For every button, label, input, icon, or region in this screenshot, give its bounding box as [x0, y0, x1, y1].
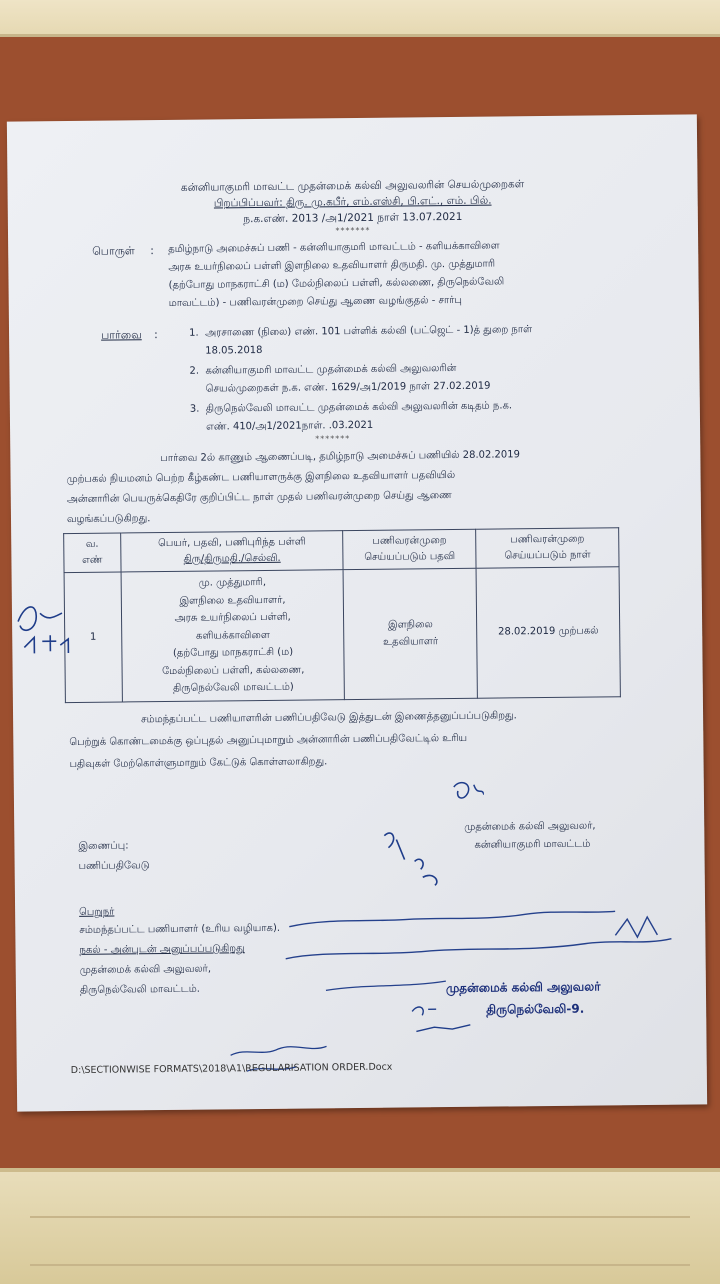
copy-recipient-district: திருநெல்வேலி மாவட்டம்.	[79, 983, 200, 996]
column-header-post	[343, 529, 476, 569]
header-text: எண்	[82, 554, 103, 566]
closing-paragraph-line: பதிவுகள் மேற்கொள்ளுமாறும் கேட்டுக் கொள்ளலாகிறது.	[69, 756, 328, 771]
cell-line: (தற்போது மாநகராட்சி (ம)	[172, 646, 294, 659]
cell-line: மேல்நிலைப் பள்ளி, கல்லணை,	[161, 664, 305, 677]
column-header-name	[121, 531, 344, 572]
subject-label: பொருள்	[92, 244, 135, 258]
body-paragraph-line: வழங்கப்படுகிறது.	[66, 513, 151, 526]
reference-colon: :	[154, 328, 158, 342]
reference-number: 2.	[189, 365, 200, 377]
header-text: செய்யப்படும் நாள்	[504, 549, 591, 562]
header-separator: *******	[335, 225, 371, 236]
copy-label: நகல் - அன்புடன் அனுப்பப்படுகிறது	[79, 943, 245, 956]
header-text: வ.	[85, 538, 99, 550]
subject-line: அரசு உயர்நிலைப் பள்ளி இளநிலை உதவியாளர் திருமதி. மு. முத்துமாரி	[168, 258, 496, 273]
header-text: பெயர், பதவி, பணிபுரிந்த பள்ளி	[158, 536, 306, 550]
cell-line: இளநிலை உதவியாளர்,	[179, 594, 286, 607]
cell-line: உதவியாளர்	[383, 636, 439, 648]
cell-post	[343, 568, 477, 699]
document-page	[7, 114, 707, 1111]
column-header-serial	[64, 533, 121, 573]
reference-line: செயல்முறைகள் ந.க. எண். 1629/அ1/2019 நாள் 27.02.2019	[205, 380, 491, 395]
subject-line: தமிழ்நாடு அமைச்சுப் பணி - கன்னியாகுமரி மாவட்டம் - களியக்காவிளை	[168, 240, 500, 255]
cell-line: இளநிலை	[387, 618, 433, 631]
cell-name-details	[121, 570, 345, 702]
reference-line: எண். 410/அ1/2021நாள். .03.2021	[205, 419, 374, 433]
cell-line: மு. முத்துமாரி,	[198, 576, 267, 589]
recipient-label: பெறுநர்	[79, 906, 115, 918]
cell-date: 28.02.2019 முற்பகல்	[476, 567, 620, 698]
reference-line: அரசாணை (நிலை) எண். 101 பள்ளிக் கல்வி (பட்ஜெட் - 1)த் துறை நாள்	[205, 324, 533, 339]
enclosure-item: பணிப்பதிவேடு	[78, 860, 150, 872]
signatory-district: கன்னியாகுமரி மாவட்டம்	[474, 838, 591, 851]
reference-line: 18.05.2018	[205, 344, 263, 357]
file-path-footer: D:\SECTIONWISE FORMATS\2018\A1\REGULARISATION ORDER.Docx	[70, 1061, 393, 1077]
header-text: திரு/திருமதி./செல்வி.	[183, 552, 281, 565]
copy-recipient: முதன்மைக் கல்வி அலுவலர்,	[79, 963, 212, 976]
office-heading: கன்னியாகுமரி மாவட்ட முதன்மைக் கல்வி அலுவலரின் செயல்முறைகள்	[180, 178, 525, 194]
office-stamp-line: முதன்மைக் கல்வி அலுவலர்	[445, 979, 601, 996]
reference-number-date: ந.க.எண். 2013 /அ1/2021 நாள் 13.07.2021	[243, 210, 463, 226]
cell-line: களியக்காவிளை	[195, 629, 270, 642]
desk-trim	[30, 1216, 690, 1266]
reference-line: கன்னியாகுமரி மாவட்ட முதன்மைக் கல்வி அலுவலரின்	[205, 362, 457, 377]
subject-line: (தற்போது மாநகராட்சி (ம) மேல்நிலைப் பள்ளி, கல்லணை, திருநெல்வேலி	[168, 276, 505, 291]
cell-serial: 1	[64, 572, 122, 702]
recipient-line: சம்மந்தப்பட்ட பணியாளர் (உரிய வழியாக).	[79, 922, 281, 936]
header-text: பணிவரன்முறை	[510, 533, 585, 546]
table-header-row	[64, 528, 619, 573]
table-row	[64, 567, 620, 702]
cell-line: அரசு உயர்நிலைப் பள்ளி,	[174, 611, 291, 624]
closing-paragraph-line: சம்மந்தப்பட்ட பணியாளரின் பணிப்பதிவேடு இத்துடன் இணைத்தனுப்பப்படுகிறது.	[141, 710, 517, 726]
issuer-line: பிறப்பிப்பவர்: திரு. மு.கபீர், எம்.எஸ்சி, பி.எட்., எம். பில்.	[213, 194, 492, 210]
reference-line: திருநெல்வேலி மாவட்ட முதன்மைக் கல்வி அலுவலரின் கடிதம் ந.க.	[205, 400, 513, 415]
desk-bottom-edge	[0, 1168, 720, 1284]
reference-label: பார்வை	[101, 328, 142, 342]
handwritten-date-initial	[406, 997, 487, 1048]
cell-line: திருநெல்வேலி மாவட்டம்)	[173, 681, 294, 694]
office-stamp-line: திருநெல்வேலி-9.	[486, 1001, 585, 1017]
body-paragraph-line: அன்னாரின் பெயருக்கெதிரே குறிப்பிட்ட நாள் முதல் பணிவரன்முறை செய்து ஆணை	[66, 490, 452, 506]
reference-number: 1.	[189, 327, 199, 339]
handwritten-signature	[374, 777, 485, 888]
reference-number: 3.	[189, 403, 200, 415]
desk-top-edge	[0, 0, 720, 37]
subject-colon: :	[150, 244, 154, 258]
column-header-date	[476, 528, 619, 568]
signatory-title: முதன்மைக் கல்வி அலுவலர்,	[464, 820, 596, 833]
header-text: செய்யப்படும் பதவி	[364, 550, 456, 563]
regularisation-table	[63, 527, 621, 702]
closing-paragraph-line: பெற்றுக் கொண்டமைக்கு ஒப்புதல் அனுப்புமாறும் அன்னாரின் பணிப்பதிவேட்டில் உரிய	[69, 732, 468, 749]
enclosure-label: இணைப்பு:	[78, 840, 129, 852]
body-paragraph-line: பார்வை 2ல் காணும் ஆணைப்படி, தமிழ்நாடு அமைச்சுப் பணியில் 28.02.2019	[160, 449, 521, 465]
header-text: பணிவரன்முறை	[372, 535, 447, 547]
body-paragraph-line: முற்பகல் நியமனம் பெற்ற கீழ்கண்ட பணியாளருக்கு இளநிலை உதவியாளர் பதவியில்	[66, 469, 456, 486]
subject-line: மாவட்டம்) - பணிவரன்முறை செய்து ஆணை வழங்குதல் - சார்பு	[168, 294, 462, 309]
reference-separator: *******	[315, 434, 351, 444]
margin-handwritten-initial	[12, 591, 83, 662]
